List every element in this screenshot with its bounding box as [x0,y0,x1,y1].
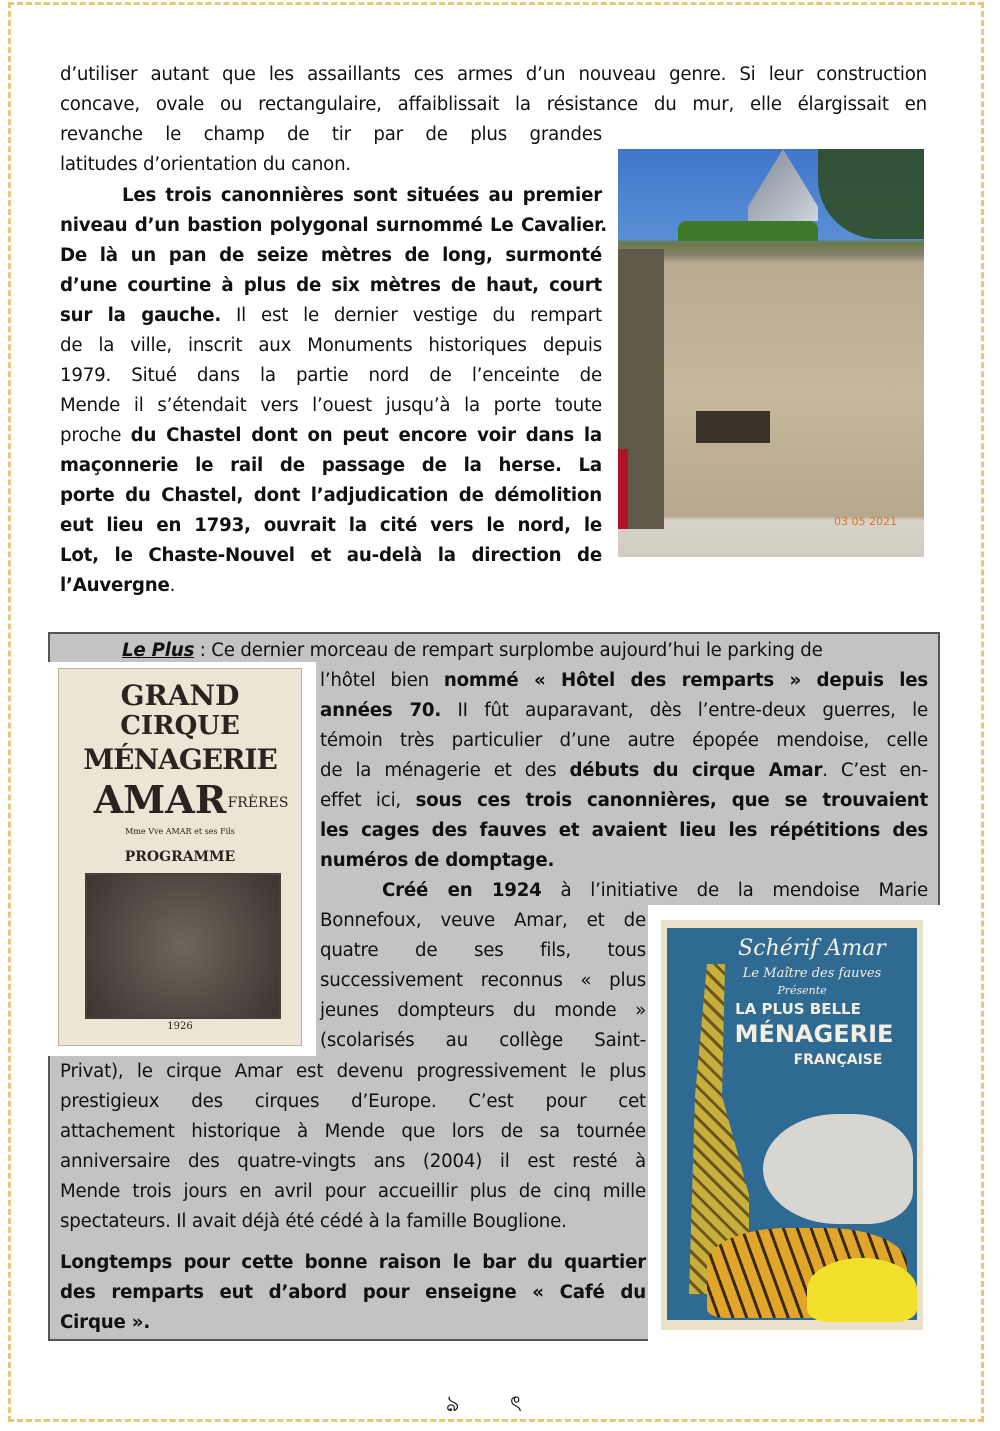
lion-shape [807,1258,917,1322]
red-car-shape [618,449,628,529]
body-line [60,421,602,451]
text-run: à l’initiative de la mendoise Marie [541,880,929,901]
body-line-bold: eut lieu en 1793, ouvrait la cité vers le nord, le [60,515,602,536]
body-line: (scolarisés au collège Saint- [320,1030,646,1051]
body-line: revanche le champ de tir par de plus grandes [60,124,602,145]
bold-phrase: Créé en 1924 [382,880,542,901]
photo-date-stamp: 03 05 2021 [834,515,897,528]
body-line-bold: les cages des fauves et avaient lieu les répétitions des [320,820,928,841]
body-line: concave, ovale ou rectangulaire, affaiblissait la résistance du mur, elle élargissait en [60,94,927,115]
tower-roof-shape [748,149,818,221]
body-line-bold: niveau d’un bastion polygonal surnommé Le Cavalier. [60,215,607,236]
poster-title-line: GRAND [120,679,240,712]
ornament-right-icon: ৎ [510,1392,522,1417]
body-line-bold: maçonnerie le rail de passage de la herse. La [60,455,602,476]
text-run: Il est le dernier vestige du rempart [221,305,602,326]
programme-poster [58,668,302,1046]
body-line: jeunes dompteurs du monde » [320,1000,646,1021]
poster-programme-label: PROGRAMME [124,849,236,865]
body-line: Mende trois jours en avril pour accueillir plus de cinq mille [60,1181,646,1202]
body-line-bold: De là un pan de seize mètres de long, surmonté [60,245,602,266]
text-run: l’hôtel bien [320,670,444,691]
elephant-shape [763,1114,913,1224]
body-line: quatre de ses fils, tous [320,940,646,961]
poster-title-line: Le Maître des fauves [742,966,882,981]
poster-title-line: FRÈRES [227,795,289,811]
hedge-shape [678,221,818,241]
body-line: anniversaire des quatre-vingts ans (2004) il est resté à [60,1151,646,1172]
body-line: 1979. Situé dans la partie nord de l’enceinte de [60,365,602,386]
bold-phrase: années 70. [320,700,442,721]
body-line-bold: des remparts eut d’abord pour enseigne « Café du [60,1282,646,1303]
menagerie-poster [661,920,923,1330]
text-run: de la ménagerie et des [320,760,570,781]
poster-background [667,928,917,1320]
poster-title-line: AMAR [93,777,227,822]
body-line: attachement historique à Mende que lors de sa tournée [60,1121,646,1142]
ornament-left-icon: ঌ [446,1392,460,1417]
rampart-photo [618,149,924,557]
body-line: prestigieux des cirques d’Europe. C’est pour cet [60,1091,646,1112]
poster-title-line: MÉNAGERIE [83,743,277,776]
text-run: . C’est en- [822,760,928,781]
cannon-embrasure-shape [696,411,770,443]
body-line [320,696,928,726]
bold-phrase: du Chastel dont on peut encore voir dans la [130,425,603,446]
poster-subtitle: Mme Vve AMAR et ses Fils [125,827,235,836]
body-line-bold: numéros de domptage. [320,850,555,871]
text-run: . [169,575,176,596]
body-line: Bonnefoux, veuve Amar, et de [320,910,646,931]
bold-phrase: sous ces trois canonnières, que se trouvaient [415,790,928,811]
text-run: effet ici, [320,790,416,811]
le-plus-label: Le Plus [122,640,195,661]
body-line [60,301,602,331]
tree-shape [818,149,924,239]
poster-title-line: MÉNAGERIE [734,1020,894,1048]
body-line-bold: Lot, le Chaste-Nouvel et au-delà la direction de [60,545,602,566]
poster-year: 1926 [167,1021,193,1032]
box-border-right [938,632,940,905]
body-line: latitudes d’orientation du canon. [60,154,351,175]
body-line [320,666,928,696]
bold-phrase: sur la gauche. [60,305,222,326]
body-line: Privat), le cirque Amar est devenu progressivement le plus [60,1061,646,1082]
body-line [320,786,928,816]
body-line: spectateurs. Il avait déjà été cédé à la famille Bouglione. [60,1211,567,1232]
body-line [382,876,928,906]
body-line: successivement reconnus « plus [320,970,646,991]
body-line: Mende il s’étendait vers l’ouest jusqu’à la porte toute [60,395,602,416]
text-run: : Ce dernier morceau de rempart surplombe aujourd’hui le parking de [194,640,823,661]
body-line-bold: porte du Chastel, dont l’adjudication de démolition [60,485,602,506]
bold-phrase: nommé « Hôtel des remparts » depuis les [443,670,929,691]
bold-phrase: débuts du cirque Amar [569,760,823,781]
poster-illustration [85,873,281,1019]
poster-title-line: LA PLUS BELLE [735,1000,861,1018]
body-line-bold: Les trois canonnières sont situées au premier [122,185,602,206]
body-line: témoin très particulier d’une autre épopée mendoise, celle [320,730,928,751]
body-line-bold: Longtemps pour cette bonne raison le bar du quartier [60,1252,646,1273]
body-line-bold: Cirque ». [60,1312,151,1333]
poster-title-line: CIRQUE [120,711,240,741]
body-line: d’utiliser autant que les assaillants ces armes d’un nouveau genre. Si leur construction [60,64,927,85]
body-line [320,756,928,786]
text-run: proche [60,425,131,446]
body-line-bold: d’une courtine à plus de six mètres de haut, court [60,275,602,296]
bold-phrase: l’Auvergne [60,575,170,596]
poster-title-line: Schérif Amar [738,936,886,961]
body-line [60,571,175,601]
poster-title-line: FRANÇAISE [793,1052,883,1068]
text-run: II fût auparavant, dès l’entre-deux guerres, le [441,700,928,721]
poster-title-line: Présente [777,984,827,997]
body-line: de la ville, inscrit aux Monuments historiques depuis [60,335,602,356]
